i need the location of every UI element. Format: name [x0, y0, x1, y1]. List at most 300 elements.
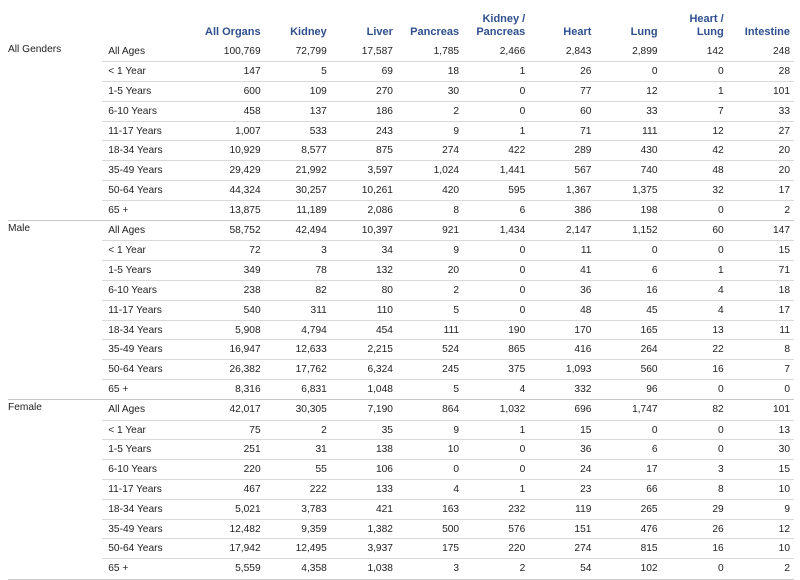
- count-cell: 80: [331, 281, 397, 301]
- count-cell: 0: [463, 101, 529, 121]
- count-cell: 17: [728, 300, 794, 320]
- header-row: [8, 8, 794, 42]
- gender-column-header: [8, 8, 102, 42]
- count-cell: 111: [595, 121, 661, 141]
- count-cell: 1,093: [529, 360, 595, 380]
- count-cell: 30: [397, 82, 463, 102]
- table-row: [8, 499, 794, 519]
- column-header: Kidney: [290, 26, 327, 38]
- count-cell: 533: [265, 121, 331, 141]
- age-group-cell: 18-34 Years: [102, 499, 198, 519]
- count-cell: 31: [265, 440, 331, 460]
- age-group-cell: 65 +: [102, 380, 198, 400]
- count-cell: 1,007: [198, 121, 264, 141]
- count-cell: 222: [265, 480, 331, 500]
- count-cell: 22: [662, 340, 728, 360]
- count-cell: 3,937: [331, 539, 397, 559]
- table-row: [8, 241, 794, 261]
- count-cell: 454: [331, 320, 397, 340]
- count-cell: 243: [331, 121, 397, 141]
- count-cell: 29: [662, 499, 728, 519]
- count-cell: 1: [463, 62, 529, 82]
- table-row: [8, 460, 794, 480]
- count-cell: 0: [595, 420, 661, 440]
- count-cell: 1,434: [463, 221, 529, 241]
- count-cell: 15: [728, 241, 794, 261]
- gender-cell: [8, 181, 102, 201]
- age-group-cell: 1-5 Years: [102, 440, 198, 460]
- table-row: [8, 440, 794, 460]
- count-cell: 48: [529, 300, 595, 320]
- count-cell: 147: [198, 62, 264, 82]
- count-cell: 12: [662, 121, 728, 141]
- count-cell: 1,048: [331, 380, 397, 400]
- count-cell: 349: [198, 261, 264, 281]
- count-cell: 10: [728, 539, 794, 559]
- count-cell: 2,843: [529, 42, 595, 62]
- gender-cell: [8, 460, 102, 480]
- count-cell: 12,495: [265, 539, 331, 559]
- column-header: Kidney / Pancreas: [476, 13, 526, 38]
- count-cell: 15: [728, 460, 794, 480]
- table-row: [8, 82, 794, 102]
- age-group-cell: 65 +: [102, 559, 198, 579]
- count-cell: 815: [595, 539, 661, 559]
- count-cell: 142: [662, 42, 728, 62]
- gender-cell: [8, 281, 102, 301]
- count-cell: 0: [728, 380, 794, 400]
- count-cell: 7: [662, 101, 728, 121]
- count-cell: 1,747: [595, 400, 661, 420]
- count-cell: 82: [265, 281, 331, 301]
- count-cell: 35: [331, 420, 397, 440]
- count-cell: 2,147: [529, 221, 595, 241]
- count-cell: 1: [662, 82, 728, 102]
- count-cell: 5,908: [198, 320, 264, 340]
- age-group-cell: 18-34 Years: [102, 141, 198, 161]
- count-cell: 170: [529, 320, 595, 340]
- count-cell: 9: [397, 420, 463, 440]
- count-cell: 1: [463, 420, 529, 440]
- count-cell: 1,024: [397, 161, 463, 181]
- count-cell: 20: [728, 141, 794, 161]
- table-row: [8, 380, 794, 400]
- count-cell: 42,017: [198, 400, 264, 420]
- count-cell: 16: [662, 539, 728, 559]
- count-cell: 332: [529, 380, 595, 400]
- count-cell: 8: [662, 480, 728, 500]
- table-row: [8, 42, 794, 62]
- count-cell: 2: [265, 420, 331, 440]
- count-cell: 72: [198, 241, 264, 261]
- count-cell: 6,324: [331, 360, 397, 380]
- count-cell: 1: [662, 261, 728, 281]
- count-cell: 264: [595, 340, 661, 360]
- count-cell: 1,785: [397, 42, 463, 62]
- count-cell: 595: [463, 181, 529, 201]
- table-row: [8, 320, 794, 340]
- organ-by-age-gender-table: [8, 8, 794, 580]
- count-cell: 133: [331, 480, 397, 500]
- count-cell: 0: [662, 420, 728, 440]
- gender-cell: [8, 300, 102, 320]
- gender-cell: All Genders: [8, 44, 62, 55]
- count-cell: 311: [265, 300, 331, 320]
- count-cell: 540: [198, 300, 264, 320]
- count-cell: 576: [463, 519, 529, 539]
- count-cell: 600: [198, 82, 264, 102]
- count-cell: 17,942: [198, 539, 264, 559]
- table-row: [8, 340, 794, 360]
- count-cell: 4: [463, 380, 529, 400]
- column-header: All Organs: [205, 26, 261, 38]
- table-row: [8, 300, 794, 320]
- count-cell: 110: [331, 300, 397, 320]
- count-cell: 34: [331, 241, 397, 261]
- column-header: Liver: [366, 26, 393, 38]
- table-row: [8, 420, 794, 440]
- count-cell: 96: [595, 380, 661, 400]
- count-cell: 5: [397, 300, 463, 320]
- count-cell: 289: [529, 141, 595, 161]
- count-cell: 100,769: [198, 42, 264, 62]
- count-cell: 12,633: [265, 340, 331, 360]
- count-cell: 44,324: [198, 181, 264, 201]
- age-group-cell: 6-10 Years: [102, 101, 198, 121]
- count-cell: 3: [397, 559, 463, 579]
- count-cell: 16: [595, 281, 661, 301]
- gender-cell: Female: [8, 402, 42, 414]
- count-cell: 20: [728, 161, 794, 181]
- gender-cell: Male: [8, 223, 31, 235]
- count-cell: 163: [397, 499, 463, 519]
- table-row: [8, 261, 794, 281]
- age-group-cell: < 1 Year: [102, 420, 198, 440]
- count-cell: 4,358: [265, 559, 331, 579]
- count-cell: 138: [331, 440, 397, 460]
- count-cell: 13,875: [198, 200, 264, 220]
- age-group-cell: 35-49 Years: [102, 519, 198, 539]
- count-cell: 151: [529, 519, 595, 539]
- age-group-cell: 50-64 Years: [102, 539, 198, 559]
- count-cell: 36: [529, 281, 595, 301]
- count-cell: 20: [397, 261, 463, 281]
- count-cell: 500: [397, 519, 463, 539]
- count-cell: 69: [331, 62, 397, 82]
- table-row: [8, 221, 794, 241]
- gender-cell: [8, 320, 102, 340]
- count-cell: 9: [397, 121, 463, 141]
- age-group-cell: 35-49 Years: [102, 161, 198, 181]
- count-cell: 30: [728, 440, 794, 460]
- count-cell: 175: [397, 539, 463, 559]
- column-header: Heart: [563, 26, 592, 38]
- count-cell: 21,992: [265, 161, 331, 181]
- count-cell: 45: [595, 300, 661, 320]
- table-row: [8, 62, 794, 82]
- count-cell: 865: [463, 340, 529, 360]
- count-cell: 13: [662, 320, 728, 340]
- count-cell: 11: [728, 320, 794, 340]
- gender-cell: [8, 480, 102, 500]
- count-cell: 0: [595, 62, 661, 82]
- count-cell: 6: [463, 200, 529, 220]
- count-cell: 0: [463, 261, 529, 281]
- age-group-cell: All Ages: [102, 221, 198, 241]
- age-column-header: [102, 8, 198, 42]
- count-cell: 4: [662, 281, 728, 301]
- count-cell: 0: [463, 82, 529, 102]
- count-cell: 270: [331, 82, 397, 102]
- count-cell: 524: [397, 340, 463, 360]
- count-cell: 16,947: [198, 340, 264, 360]
- count-cell: 251: [198, 440, 264, 460]
- count-cell: 232: [463, 499, 529, 519]
- count-cell: 2,466: [463, 42, 529, 62]
- age-group-cell: 65 +: [102, 200, 198, 220]
- gender-cell: [8, 519, 102, 539]
- count-cell: 55: [265, 460, 331, 480]
- count-cell: 82: [662, 400, 728, 420]
- count-cell: 101: [728, 82, 794, 102]
- count-cell: 5: [397, 380, 463, 400]
- count-cell: 560: [595, 360, 661, 380]
- count-cell: 2,899: [595, 42, 661, 62]
- count-cell: 3: [265, 241, 331, 261]
- age-group-cell: 18-34 Years: [102, 320, 198, 340]
- table-row: [8, 360, 794, 380]
- count-cell: 12: [595, 82, 661, 102]
- count-cell: 875: [331, 141, 397, 161]
- count-cell: 16: [662, 360, 728, 380]
- age-group-cell: 6-10 Years: [102, 460, 198, 480]
- table-row: [8, 400, 794, 420]
- table-row: [8, 101, 794, 121]
- count-cell: 0: [595, 241, 661, 261]
- count-cell: 33: [595, 101, 661, 121]
- gender-cell: [8, 539, 102, 559]
- gender-cell: [8, 559, 102, 579]
- count-cell: 864: [397, 400, 463, 420]
- count-cell: 248: [728, 42, 794, 62]
- count-cell: 190: [463, 320, 529, 340]
- count-cell: 30,305: [265, 400, 331, 420]
- count-cell: 1,367: [529, 181, 595, 201]
- count-cell: 10,929: [198, 141, 264, 161]
- count-cell: 42: [662, 141, 728, 161]
- count-cell: 78: [265, 261, 331, 281]
- count-cell: 54: [529, 559, 595, 579]
- count-cell: 15: [529, 420, 595, 440]
- count-cell: 3: [662, 460, 728, 480]
- count-cell: 27: [728, 121, 794, 141]
- age-group-cell: 1-5 Years: [102, 261, 198, 281]
- count-cell: 467: [198, 480, 264, 500]
- count-cell: 10: [397, 440, 463, 460]
- gender-cell: [8, 440, 102, 460]
- table-row: [8, 539, 794, 559]
- table-row: [8, 559, 794, 579]
- count-cell: 3,783: [265, 499, 331, 519]
- count-cell: 137: [265, 101, 331, 121]
- count-cell: 245: [397, 360, 463, 380]
- age-group-cell: 11-17 Years: [102, 300, 198, 320]
- count-cell: 375: [463, 360, 529, 380]
- gender-cell: [8, 340, 102, 360]
- count-cell: 265: [595, 499, 661, 519]
- count-cell: 0: [463, 300, 529, 320]
- gender-cell: [8, 360, 102, 380]
- count-cell: 1,441: [463, 161, 529, 181]
- count-cell: 106: [331, 460, 397, 480]
- gender-cell: [8, 141, 102, 161]
- column-header: Pancreas: [410, 26, 460, 38]
- count-cell: 24: [529, 460, 595, 480]
- column-header: Heart / Lung: [689, 13, 724, 38]
- count-cell: 71: [728, 261, 794, 281]
- count-cell: 0: [662, 241, 728, 261]
- gender-cell: [8, 82, 102, 102]
- count-cell: 33: [728, 101, 794, 121]
- count-cell: 17,587: [331, 42, 397, 62]
- count-cell: 10,261: [331, 181, 397, 201]
- count-cell: 1,382: [331, 519, 397, 539]
- column-header: Intestine: [744, 26, 790, 38]
- count-cell: 58,752: [198, 221, 264, 241]
- count-cell: 0: [662, 559, 728, 579]
- count-cell: 8,316: [198, 380, 264, 400]
- gender-cell: [8, 62, 102, 82]
- gender-cell: [8, 380, 102, 400]
- count-cell: 1,038: [331, 559, 397, 579]
- table-body: [8, 42, 794, 579]
- count-cell: 186: [331, 101, 397, 121]
- age-group-cell: 11-17 Years: [102, 480, 198, 500]
- count-cell: 41: [529, 261, 595, 281]
- age-group-cell: 1-5 Years: [102, 82, 198, 102]
- count-cell: 60: [529, 101, 595, 121]
- count-cell: 11: [529, 241, 595, 261]
- count-cell: 4: [397, 480, 463, 500]
- table-row: [8, 281, 794, 301]
- count-cell: 921: [397, 221, 463, 241]
- table-row: [8, 141, 794, 161]
- age-group-cell: < 1 Year: [102, 241, 198, 261]
- count-cell: 10,397: [331, 221, 397, 241]
- count-cell: 147: [728, 221, 794, 241]
- count-cell: 458: [198, 101, 264, 121]
- count-cell: 567: [529, 161, 595, 181]
- count-cell: 8: [397, 200, 463, 220]
- age-group-cell: 50-64 Years: [102, 181, 198, 201]
- gender-cell: [8, 200, 102, 220]
- count-cell: 48: [662, 161, 728, 181]
- count-cell: 11,189: [265, 200, 331, 220]
- count-cell: 119: [529, 499, 595, 519]
- count-cell: 66: [595, 480, 661, 500]
- count-cell: 5,021: [198, 499, 264, 519]
- gender-cell: [8, 261, 102, 281]
- count-cell: 12: [728, 519, 794, 539]
- count-cell: 2: [463, 559, 529, 579]
- count-cell: 26: [662, 519, 728, 539]
- count-cell: 8,577: [265, 141, 331, 161]
- gender-cell: [8, 241, 102, 261]
- age-group-cell: 6-10 Years: [102, 281, 198, 301]
- count-cell: 1: [463, 480, 529, 500]
- count-cell: 17,762: [265, 360, 331, 380]
- count-cell: 5,559: [198, 559, 264, 579]
- count-cell: 77: [529, 82, 595, 102]
- count-cell: 17: [595, 460, 661, 480]
- count-cell: 5: [265, 62, 331, 82]
- count-cell: 17: [728, 181, 794, 201]
- count-cell: 42,494: [265, 221, 331, 241]
- count-cell: 6,831: [265, 380, 331, 400]
- count-cell: 0: [463, 241, 529, 261]
- table-row: [8, 181, 794, 201]
- age-group-cell: 11-17 Years: [102, 121, 198, 141]
- gender-cell: [8, 161, 102, 181]
- count-cell: 238: [198, 281, 264, 301]
- count-cell: 9: [728, 499, 794, 519]
- count-cell: 13: [728, 420, 794, 440]
- count-cell: 6: [595, 440, 661, 460]
- table-row: [8, 519, 794, 539]
- count-cell: 10: [728, 480, 794, 500]
- gender-cell: [8, 420, 102, 440]
- count-cell: 12,482: [198, 519, 264, 539]
- count-cell: 6: [595, 261, 661, 281]
- count-cell: 30,257: [265, 181, 331, 201]
- gender-cell: [8, 499, 102, 519]
- count-cell: 416: [529, 340, 595, 360]
- count-cell: 0: [662, 200, 728, 220]
- age-group-cell: 50-64 Years: [102, 360, 198, 380]
- count-cell: 36: [529, 440, 595, 460]
- count-cell: 9,359: [265, 519, 331, 539]
- count-cell: 430: [595, 141, 661, 161]
- count-cell: 2,215: [331, 340, 397, 360]
- age-group-cell: All Ages: [102, 42, 198, 62]
- count-cell: 132: [331, 261, 397, 281]
- count-cell: 102: [595, 559, 661, 579]
- count-cell: 0: [397, 460, 463, 480]
- count-cell: 9: [397, 241, 463, 261]
- count-cell: 0: [662, 380, 728, 400]
- count-cell: 740: [595, 161, 661, 181]
- count-cell: 4: [662, 300, 728, 320]
- count-cell: 23: [529, 480, 595, 500]
- count-cell: 696: [529, 400, 595, 420]
- age-group-cell: < 1 Year: [102, 62, 198, 82]
- count-cell: 18: [728, 281, 794, 301]
- count-cell: 7: [728, 360, 794, 380]
- count-cell: 0: [662, 62, 728, 82]
- count-cell: 422: [463, 141, 529, 161]
- count-cell: 220: [463, 539, 529, 559]
- count-cell: 1,032: [463, 400, 529, 420]
- count-cell: 1: [463, 121, 529, 141]
- count-cell: 26,382: [198, 360, 264, 380]
- gender-cell: [8, 101, 102, 121]
- count-cell: 476: [595, 519, 661, 539]
- count-cell: 165: [595, 320, 661, 340]
- count-cell: 2,086: [331, 200, 397, 220]
- count-cell: 4,794: [265, 320, 331, 340]
- column-header: Lung: [630, 26, 658, 38]
- table-header: [8, 8, 794, 42]
